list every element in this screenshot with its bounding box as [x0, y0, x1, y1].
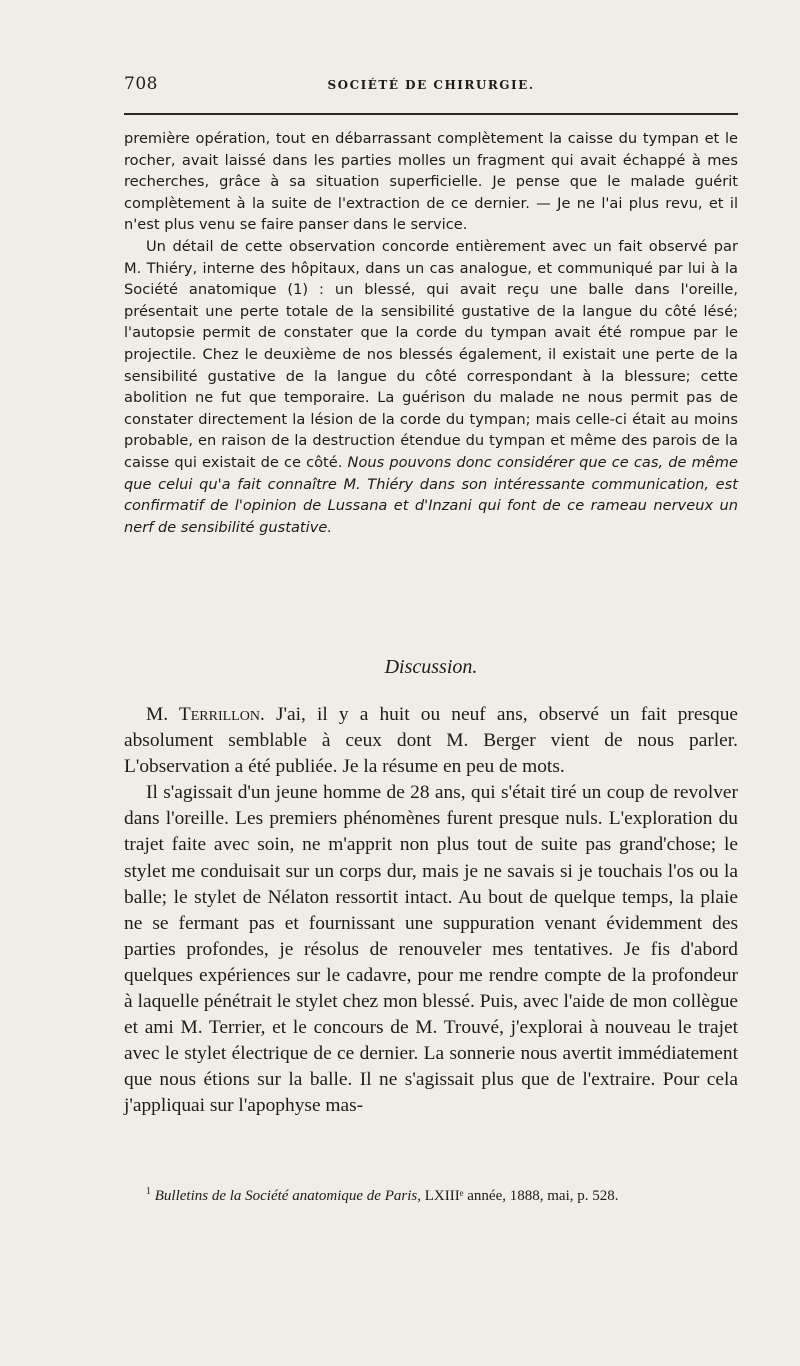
main-text — [124, 128, 738, 538]
speaker-name: M. Terrillon. — [146, 704, 265, 725]
discussion-heading: Discussion. — [384, 656, 478, 678]
page-header — [124, 74, 738, 104]
page-number: 708 — [124, 74, 158, 94]
paragraph-observation — [124, 236, 738, 538]
footnote-mark: 1 — [146, 1186, 151, 1197]
running-title: SOCIÉTÉ DE CHIRURGIE. — [327, 78, 535, 92]
discussion-text — [124, 702, 738, 1120]
paragraph-observation-conclusion: Nous pouvons donc considérer que ce cas, de même que celui qu'a fait connaître M. Thiéry dans son intéressante communication, est confirmatif de l'opinion de Lussana et d'Inzani qui font de ce rameau nerveux un nerf de sensibilité gustative. — [124, 453, 738, 536]
footnote — [124, 1181, 738, 1207]
footnote-details: LXIIIᵉ année, 1888, mai, p. 528. — [420, 1188, 619, 1204]
discussion-paragraph-2: Il s'agissait d'un jeune homme de 28 ans, qui s'était tiré un coup de revolver dans l'oreille. Les premiers phénomènes furent presque nuls. L'exploration du trajet faite avec soin, ne m'apprit non plus tout de suite pas grand'chose; le stylet me conduisait sur un corps dur, mais je ne savais si je touchais l'os ou la balle; le stylet de Nélaton ressortit intact. Au bout de quelque temps, la plaie ne se fermant pas et fournissant une suppuration venant évidemment des parties profondes, je résolus de renouveler mes tentatives. Je fis d'abord quelques expériences sur le cadavre, pour me rendre compte de la profondeur à laquelle pénétrait le stylet chez mon blessé. Puis, avec l'aide de mon collègue et ami M. Terrier, et le concours de M. Trouvé, j'explorai à nouveau le trajet avec le stylet électrique de ce dernier. La sonnerie nous avertit immédiatement que nous étions sur la balle. Il ne s'agissait plus que de l'extraire. Pour cela j'appliquai sur l'apophyse mas- — [124, 782, 738, 1117]
footnote-text — [124, 1181, 738, 1207]
footnote-source: Bulletins de la Société anatomique de Paris, — [154, 1188, 421, 1204]
header-rule — [124, 113, 738, 115]
paragraph-observation-text: Un détail de cette observation concorde entièrement avec un fait observé par M. Thiéry, interne des hôpitaux, dans un cas analogue, et communiqué par lui à la Société anatomique (1) : un blessé, qui avait reçu une balle dans l'oreille, présentait une perte totale de la sensibilité gustative de la langue du côté lésé; l'autopsie permit de constater que la corde du tympan avait été rompue par le projectile. Chez le deuxième de nos blessés également, il existait une perte de la sensibilité gustative de la langue du côté correspondant à la blessure; cette abolition ne fut que temporaire. La guérison du malade ne nous permit pas de constater directement la lésion de la corde du tympan; mais celle-ci était au moins probable, en raison de la destruction étendue du tympan et même des parois de la caisse qui existait de ce côté. — [124, 237, 738, 471]
discussion-paragraph-1 — [124, 702, 738, 780]
paragraph-continued: première opération, tout en débarrassant complètement la caisse du tympan et le rocher, avait laissé dans les parties molles un fragment qui avait échappé à mes recherches, grâce à sa situation superficielle. Je pense que le malade guérit complètement à la suite de l'extraction de ce dernier. — Je ne l'ai plus revu, et il n'est plus venu se faire panser dans le service. — [124, 130, 738, 234]
discussion-paragraph-1-text: J'ai, il y a huit ou neuf ans, observé un fait presque absolument semblable à ceux dont M. Berger vient de nous parler. L'observation a été publiée. Je la résume en peu de mots. — [124, 704, 738, 778]
